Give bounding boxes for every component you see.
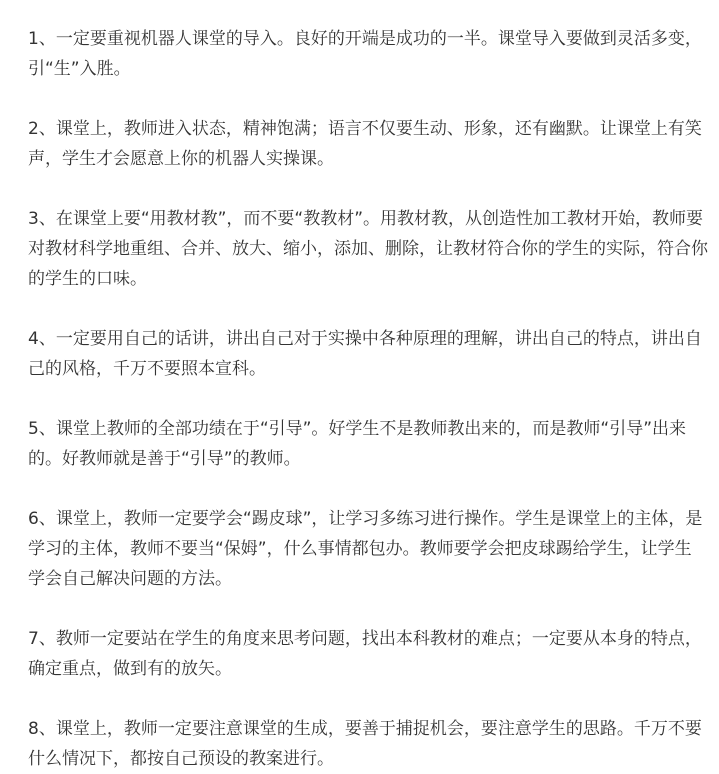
paragraph-3: 3、在课堂上要“用教材教”，而不要“教教材”。用教材教，从创造性加工教材开始，教师要对教材科学地重组、合并、放大、缩小，添加、删除，让教材符合你的学生的实际，符合你的学生的口味。 <box>28 209 708 289</box>
paragraph-6: 6、课堂上，教师一定要学会“踢皮球”，让学习多练习进行操作。学生是课堂上的主体，是学习的主体，教师不要当“保姆”，什么事情都包办。教师要学会把皮球踢给学生，让学生学会自己解决问题的方法。 <box>28 509 703 589</box>
paragraph-2: 2、课堂上，教师进入状态，精神饱满；语言不仅要生动、形象，还有幽默。让课堂上有笑声，学生才会愿意上你的机器人实操课。 <box>28 119 702 169</box>
paragraph-7: 7、教师一定要站在学生的角度来思考问题，找出本科教材的难点；一定要从本身的特点，确定重点，做到有的放矢。 <box>28 629 702 679</box>
paragraph-1: 1、一定要重视机器人课堂的导入。良好的开端是成功的一半。课堂导入要做到灵活多变，引“生”入胜。 <box>28 29 702 79</box>
paragraph-4: 4、一定要用自己的话讲，讲出自己对于实操中各种原理的理解，讲出自己的特点，讲出自己的风格，千万不要照本宣科。 <box>28 329 702 379</box>
paragraph-8: 8、课堂上，教师一定要注意课堂的生成，要善于捕捉机会，要注意学生的思路。千万不要什么情况下，都按自己预设的教案进行。 <box>28 719 702 769</box>
article-body <box>28 0 708 769</box>
paragraph-5: 5、课堂上教师的全部功绩在于“引导”。好学生不是教师教出来的，而是教师“引导”出来的。好教师就是善于“引导”的教师。 <box>28 419 687 469</box>
